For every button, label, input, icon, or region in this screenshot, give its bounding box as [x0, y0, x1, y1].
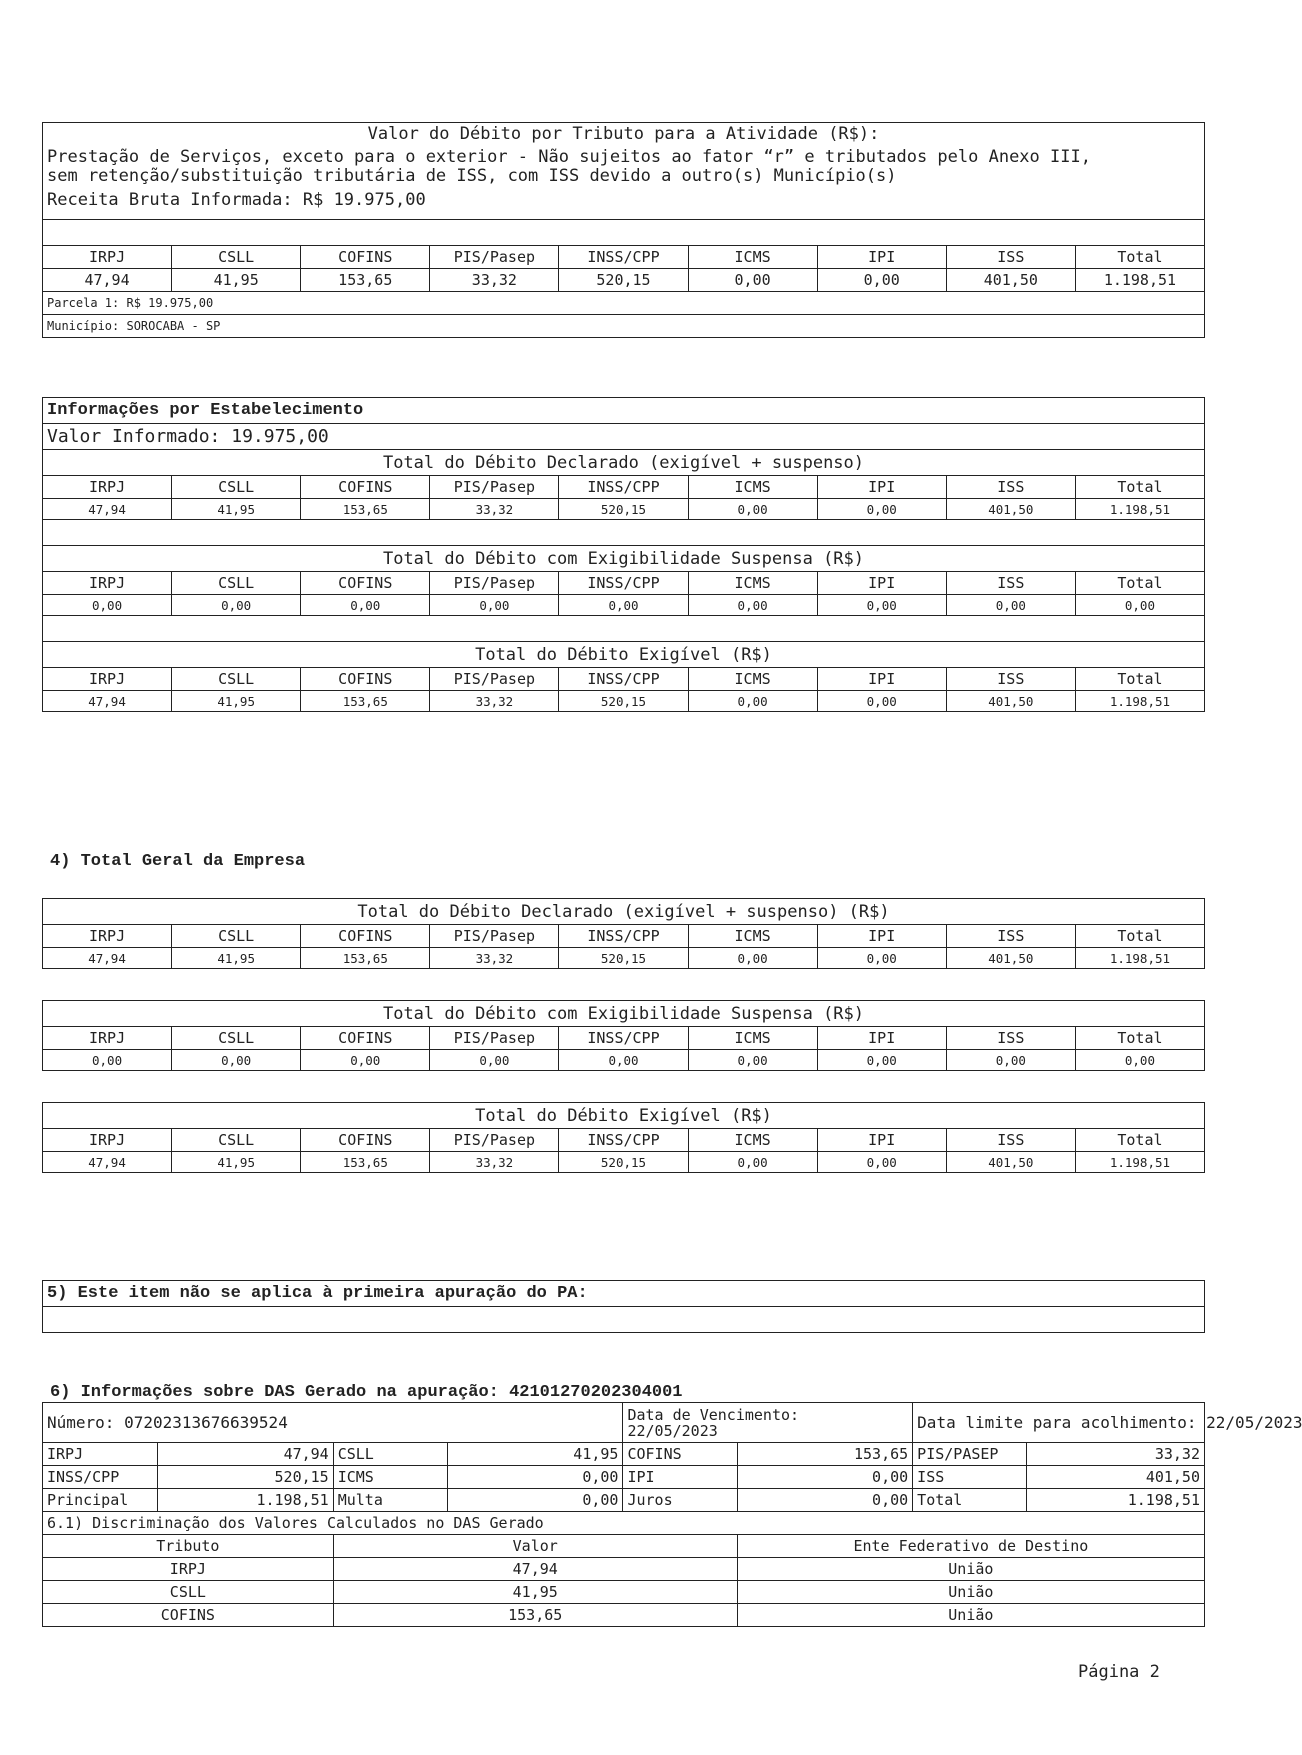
disc-ente: União [737, 1604, 1204, 1627]
das-label: IPI [623, 1466, 737, 1489]
col-header: IPI [817, 1129, 946, 1152]
section4-exigivel-block [42, 1102, 1205, 1173]
disc-tributo: IRPJ [43, 1558, 334, 1581]
table-row [43, 1558, 1205, 1581]
value-cell: 0,00 [172, 1050, 301, 1071]
value-cell: 153,65 [301, 691, 430, 712]
value-cell: 0,00 [688, 1050, 817, 1071]
col-header: CSLL [172, 1129, 301, 1152]
das-numero: Número: 07202313676639524 [43, 1403, 623, 1443]
empty-row [43, 520, 1205, 546]
value-cell: 47,94 [43, 948, 172, 969]
value-cell: 33,32 [430, 499, 559, 520]
disc-ente: União [737, 1558, 1204, 1581]
col-header: PIS/Pasep [430, 1027, 559, 1050]
das-vencimento [623, 1403, 913, 1443]
value-cell: 0,00 [430, 595, 559, 616]
value-cell: 401,50 [946, 269, 1075, 292]
value-cell: 1.198,51 [1075, 948, 1204, 969]
value-cell: 47,94 [43, 499, 172, 520]
value-cell: 520,15 [559, 1152, 688, 1173]
col-header: Total [1075, 572, 1204, 595]
das-value: 0,00 [737, 1466, 912, 1489]
das-value: 0,00 [448, 1489, 623, 1512]
value-cell: 0,00 [301, 595, 430, 616]
col-header: IPI [817, 572, 946, 595]
value-cell: 153,65 [301, 269, 430, 292]
value-cell: 520,15 [559, 691, 688, 712]
value-cell: 520,15 [559, 269, 688, 292]
value-cell: 0,00 [688, 269, 817, 292]
value-cell: 0,00 [43, 1050, 172, 1071]
declarado-title: Total do Débito Declarado (exigível + suspenso) [43, 450, 1205, 476]
col-header: IPI [817, 1027, 946, 1050]
col-header: ICMS [688, 668, 817, 691]
value-cell: 0,00 [301, 1050, 430, 1071]
col-header: PIS/Pasep [430, 1129, 559, 1152]
das-label: Juros [623, 1489, 737, 1512]
col-header: ICMS [688, 572, 817, 595]
col-header: IRPJ [43, 572, 172, 595]
value-cell: 0,00 [946, 595, 1075, 616]
col-header: ICMS [688, 246, 817, 269]
value-cell: 401,50 [946, 1152, 1075, 1173]
value-cell: 47,94 [43, 691, 172, 712]
section6-heading: 6) Informações sobre DAS Gerado na apuração: 42101270202304001 [50, 1383, 683, 1402]
col-header: ISS [946, 246, 1075, 269]
das-limite: Data limite para acolhimento: 22/05/2023 [913, 1403, 1205, 1443]
col-header: CSLL [172, 572, 301, 595]
value-cell: 33,32 [430, 948, 559, 969]
col-header: CSLL [172, 246, 301, 269]
section5-heading: 5) Este item não se aplica à primeira apuração do PA: [43, 1281, 1205, 1307]
col-header: PIS/Pasep [430, 246, 559, 269]
col-header: ISS [946, 476, 1075, 499]
col-header: ISS [946, 1027, 1075, 1050]
disc-header-tributo: Tributo [43, 1535, 334, 1558]
col-header: COFINS [301, 925, 430, 948]
col-header: COFINS [301, 476, 430, 499]
parcela-text: Parcela 1: R$ 19.975,00 [43, 292, 1205, 315]
das-label: PIS/PASEP [913, 1443, 1027, 1466]
suspensa-title: Total do Débito com Exigibilidade Suspensa (R$) [43, 1001, 1205, 1027]
value-cell: 0,00 [817, 948, 946, 969]
col-header: COFINS [301, 668, 430, 691]
das-label: ICMS [333, 1466, 447, 1489]
col-header: Total [1075, 476, 1204, 499]
das-value: 153,65 [737, 1443, 912, 1466]
das-value: 1.198,51 [158, 1489, 333, 1512]
col-header: INSS/CPP [559, 1027, 688, 1050]
col-header: Total [1075, 246, 1204, 269]
col-header: COFINS [301, 1129, 430, 1152]
value-cell: 0,00 [688, 948, 817, 969]
col-header: IPI [817, 668, 946, 691]
col-header: ISS [946, 925, 1075, 948]
value-cell: 0,00 [1075, 1050, 1204, 1071]
section4-heading: 4) Total Geral da Empresa [50, 852, 306, 871]
col-header: Total [1075, 1129, 1204, 1152]
col-header: ISS [946, 572, 1075, 595]
atividade-header-cell [43, 123, 1205, 220]
estabelecimento-title: Informações por Estabelecimento [43, 398, 1205, 424]
value-cell: 0,00 [1075, 595, 1204, 616]
das-value: 33,32 [1027, 1443, 1205, 1466]
col-header: CSLL [172, 1027, 301, 1050]
exigivel-title: Total do Débito Exigível (R$) [43, 642, 1205, 668]
disc-valor: 47,94 [333, 1558, 737, 1581]
value-cell: 0,00 [817, 1152, 946, 1173]
value-cell: 33,32 [430, 691, 559, 712]
col-header: INSS/CPP [559, 572, 688, 595]
value-cell: 401,50 [946, 948, 1075, 969]
das-value: 520,15 [158, 1466, 333, 1489]
value-cell: 33,32 [430, 269, 559, 292]
value-cell: 0,00 [43, 595, 172, 616]
value-cell: 0,00 [688, 595, 817, 616]
empty-row [43, 1307, 1205, 1333]
municipio-text: Município: SOROCABA - SP [43, 315, 1205, 338]
col-header: ICMS [688, 925, 817, 948]
value-cell: 0,00 [688, 499, 817, 520]
das-value: 0,00 [448, 1466, 623, 1489]
section4-declarado-block [42, 898, 1205, 969]
value-cell: 0,00 [817, 595, 946, 616]
col-header: PIS/Pasep [430, 668, 559, 691]
value-cell: 0,00 [688, 1152, 817, 1173]
das-label: IRPJ [43, 1443, 158, 1466]
empty-row [43, 220, 1205, 246]
exigivel-title: Total do Débito Exigível (R$) [43, 1103, 1205, 1129]
col-header: IRPJ [43, 246, 172, 269]
declarado-title: Total do Débito Declarado (exigível + suspenso) (R$) [43, 899, 1205, 925]
das-value: 47,94 [158, 1443, 333, 1466]
atividade-table-block [42, 122, 1205, 338]
value-cell: 0,00 [817, 691, 946, 712]
value-cell: 1.198,51 [1075, 691, 1204, 712]
value-cell: 401,50 [946, 499, 1075, 520]
col-header: INSS/CPP [559, 476, 688, 499]
estabelecimento-table-block [42, 397, 1205, 712]
value-cell: 1.198,51 [1075, 499, 1204, 520]
value-cell: 401,50 [946, 691, 1075, 712]
page-number: Página 2 [1078, 1662, 1160, 1682]
value-cell: 1.198,51 [1075, 269, 1204, 292]
col-header: CSLL [172, 925, 301, 948]
col-header: COFINS [301, 1027, 430, 1050]
value-cell: 520,15 [559, 948, 688, 969]
valor-informado: Valor Informado: 19.975,00 [43, 424, 1205, 450]
value-cell: 153,65 [301, 948, 430, 969]
value-cell: 0,00 [172, 595, 301, 616]
value-cell: 41,95 [172, 269, 301, 292]
value-cell: 1.198,51 [1075, 1152, 1204, 1173]
atividade-desc-line2: sem retenção/substituição tributária de ISS, com ISS devido a outro(s) Município(s) [47, 166, 897, 186]
value-cell: 153,65 [301, 1152, 430, 1173]
col-header: COFINS [301, 246, 430, 269]
col-header: Total [1075, 1027, 1204, 1050]
col-header: ISS [946, 668, 1075, 691]
value-cell: 0,00 [946, 1050, 1075, 1071]
value-cell: 520,15 [559, 499, 688, 520]
value-cell: 0,00 [559, 595, 688, 616]
das-table-block [42, 1402, 1302, 1627]
disc-header-valor: Valor [333, 1535, 737, 1558]
value-cell: 41,95 [172, 948, 301, 969]
das-value: 1.198,51 [1027, 1489, 1205, 1512]
col-header: INSS/CPP [559, 246, 688, 269]
vencimento-date: 22/05/2023 [627, 1421, 718, 1440]
value-cell: 41,95 [172, 499, 301, 520]
col-header: CSLL [172, 668, 301, 691]
value-cell: 47,94 [43, 269, 172, 292]
col-header: IRPJ [43, 925, 172, 948]
value-cell: 0,00 [817, 1050, 946, 1071]
das-label: Total [913, 1489, 1027, 1512]
col-header: IPI [817, 476, 946, 499]
das-label: CSLL [333, 1443, 447, 1466]
col-header: ISS [946, 1129, 1075, 1152]
col-header: PIS/Pasep [430, 925, 559, 948]
atividade-title: Valor do Débito por Tributo para a Atividade (R$): [367, 124, 880, 144]
atividade-desc-line1: Prestação de Serviços, exceto para o exterior - Não sujeitos ao fator “r” e tributados pelo Anexo III, [47, 147, 1091, 167]
disc-header-ente: Ente Federativo de Destino [737, 1535, 1204, 1558]
disc-valor: 41,95 [333, 1581, 737, 1604]
disc-tributo: COFINS [43, 1604, 334, 1627]
das-value: 401,50 [1027, 1466, 1205, 1489]
col-header: IPI [817, 925, 946, 948]
value-cell: 41,95 [172, 691, 301, 712]
value-cell: 33,32 [430, 1152, 559, 1173]
col-header: ICMS [688, 476, 817, 499]
col-header: INSS/CPP [559, 925, 688, 948]
col-header: Total [1075, 668, 1204, 691]
disc-tributo: CSLL [43, 1581, 334, 1604]
das-value: 41,95 [448, 1443, 623, 1466]
value-cell: 0,00 [817, 269, 946, 292]
col-header: ICMS [688, 1129, 817, 1152]
table-row [43, 1581, 1205, 1604]
das-value: 0,00 [737, 1489, 912, 1512]
col-header: IRPJ [43, 1027, 172, 1050]
col-header: Total [1075, 925, 1204, 948]
col-header: IRPJ [43, 668, 172, 691]
disc-valor: 153,65 [333, 1604, 737, 1627]
section4-suspensa-block [42, 1000, 1205, 1071]
das-label: COFINS [623, 1443, 737, 1466]
das-label: Multa [333, 1489, 447, 1512]
value-cell: 47,94 [43, 1152, 172, 1173]
das-label: Principal [43, 1489, 158, 1512]
suspensa-title: Total do Débito com Exigibilidade Suspensa (R$) [43, 546, 1205, 572]
value-cell: 0,00 [817, 499, 946, 520]
value-cell: 0,00 [688, 691, 817, 712]
col-header: CSLL [172, 476, 301, 499]
empty-row [43, 616, 1205, 642]
value-cell: 0,00 [559, 1050, 688, 1071]
col-header: INSS/CPP [559, 668, 688, 691]
value-cell: 0,00 [430, 1050, 559, 1071]
col-header: IRPJ [43, 1129, 172, 1152]
col-header: PIS/Pasep [430, 476, 559, 499]
col-header: ICMS [688, 1027, 817, 1050]
col-header: COFINS [301, 572, 430, 595]
table-row [43, 1604, 1205, 1627]
disc-ente: União [737, 1581, 1204, 1604]
col-header: IRPJ [43, 476, 172, 499]
col-header: INSS/CPP [559, 1129, 688, 1152]
section5-block [42, 1280, 1205, 1333]
value-cell: 153,65 [301, 499, 430, 520]
col-header: IPI [817, 246, 946, 269]
vencimento-label: Data de Vencimento: [627, 1405, 800, 1424]
receita-bruta: Receita Bruta Informada: R$ 19.975,00 [47, 190, 426, 210]
value-cell: 41,95 [172, 1152, 301, 1173]
col-header: PIS/Pasep [430, 572, 559, 595]
das-label: ISS [913, 1466, 1027, 1489]
das-label: INSS/CPP [43, 1466, 158, 1489]
discriminacao-title: 6.1) Discriminação dos Valores Calculados no DAS Gerado [43, 1512, 1205, 1535]
